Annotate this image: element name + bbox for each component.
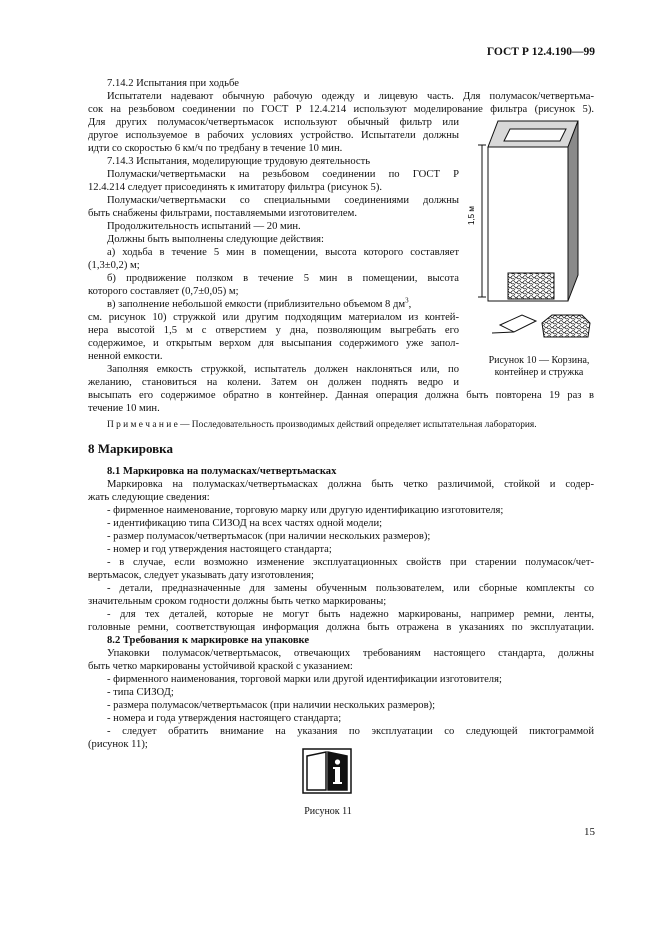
work-test-line: высыпать его содержимое обратно в контейнер. Данная операция должна быть повторена 19 раз в [88,390,594,401]
note-text: — Последовательность производимых действий определяет испытательная лаборатория. [177,420,537,430]
document-header: ГОСТ Р 12.4.190—99 [486,46,595,58]
section-8-1-line: - для тех деталей, которые не могут быть надежно маркированы, например ремни, ленты, [107,609,594,620]
work-test-line: Должны быть выполнены следующие действия: [107,234,324,245]
volume-comma: , [408,299,412,310]
container-side [568,121,578,301]
figure-10-caption [472,355,606,379]
work-test-line: содержимое, и открытым верхом для высыпания содержимого уже запол- [88,338,459,349]
section-8-2-line: - типа СИЗОД; [107,687,174,698]
container-opening [504,129,566,141]
work-test-line: 12.4.214 следует присоединять к имитатору фильтра (рисунок 5). [88,182,382,193]
note-label: П р и м е ч а н и е [107,420,178,430]
figure-10-illustration [467,115,610,345]
section-8-2-line: - следует обратить внимание на указания по эксплуатации со следующей пиктограммой [107,726,594,737]
section-8-2-line: Упаковки полумасок/четвертьмасок, отвечающих требованиям настоящего стандарта, должны [107,648,594,659]
work-test-line: (1,3±0,2) м; [88,260,140,271]
section-8-1-heading: 8.1 Маркировка на полумасках/четвертьмасках [107,466,337,477]
section-8-1-line: - фирменное наименование, торговую марку или другую идентификацию изготовителя; [107,505,504,516]
section-8-1-line: значительным сроком годности должны быть четко маркированы; [88,596,387,607]
work-test-line-volume [107,298,459,311]
work-test-line: течение 10 мин. [88,403,160,414]
section-8-1-line: - идентификацию типа СИЗОД на всех частях одной модели; [107,518,383,529]
superscript-3: 3 [405,296,409,305]
work-test-line: см. рисунок 10) стружкой или другим подходящим материалом из контей- [88,312,459,323]
section-8-2-line: (рисунок 11); [88,739,148,750]
wood-chips-pile [542,315,590,337]
work-test-line: Полумаски/четвертьмаски на резьбовом соединении по ГОСТ Р [107,169,459,180]
note [107,419,537,432]
volume-text: в) заполнение небольшой емкости (приблизительно объемом 8 дм [107,299,406,310]
work-test-line: которого составляет (0,7±0,05) м; [88,286,239,297]
section-8-2-line: - фирменного наименования, торговой марки или другой идентификации изготовителя; [107,674,502,685]
walk-test-line: сок на резьбовом соединении по ГОСТ Р 12.4.214 используют моделирование фильтра (рисунок 5). [88,104,594,115]
section-8-2-heading: 8.2 Требования к маркировке на упаковке [107,635,310,646]
work-test-heading: 7.14.3 Испытания, моделирующие трудовую деятельность [107,156,371,167]
section-8-1-line: - детали, предназначенные для замены обученным пользователем, или сборные комплекты со [107,583,594,594]
section-8-1-line: головные ремни, соответствующая информация должна быть отражена в указаниях по эксплуатации. [88,622,594,633]
walk-test-line: идти со скоростью 6 км/ч по тредбану в течение 10 мин. [88,143,343,154]
section-8-2-line: - размера полумасок/четвертьмасок (при наличии нескольких размеров); [107,700,436,711]
section-8-2-line: быть четко маркированы устойчивой краской с указанием: [88,661,353,672]
walk-test-line: Испытатели надевают обычную рабочую одежду и лицевую часть. Для полумасок/четвертьма- [107,91,594,102]
work-test-line: а) ходьба в течение 5 мин в помещении, высота которого составляет [107,247,459,258]
work-test-line: быть снабжены фильтрами, поставляемыми изготовителем. [88,208,357,219]
work-test-line: б) продвижение ползком в течение 5 мин в помещении, высота [107,273,459,284]
section-8-2-line: - номера и года утверждения настоящего стандарта; [107,713,342,724]
figure-11-caption: Рисунок 11 [304,806,352,817]
work-test-line: Заполняя емкость стружкой, испытатель должен наклоняться или, по [107,364,459,375]
section-8-1-line: - номер и год утверждения настоящего стандарта; [107,544,332,555]
height-dimension-label: 1,5 м [467,206,476,225]
basket [500,315,536,332]
work-test-line: Полумаски/четвертьмаски со специальными соединениями должны [107,195,459,206]
walk-test-line: Для других полумасок/четвертьмасок используют обычный фильтр или [88,117,459,128]
section-8-1-line: вертьмасок, следует указывать дату изготовления; [88,570,314,581]
section-8-1-line: жать следующие сведения: [88,492,210,503]
container-bottom-opening [508,273,554,299]
walk-test-line: другое используемое в рабочих условиях устройство. Испытатели должны [88,130,459,141]
walk-test-heading: 7.14.2 Испытания при ходьбе [107,78,239,89]
figure-10-caption-line2: контейнер и стружка [494,367,584,378]
work-test-line: нера высотой 1,5 м с отверстием у дна, позволяющим выгребать его [88,325,459,336]
section-8-1-line: Маркировка на полумасках/четвертьмасках должна быть четко различимой, стойкой и содер- [107,479,594,490]
page-number: 15 [584,826,595,838]
section-8-1-line: - в случае, если возможно изменение эксплуатационных свойств при старении полумасок/чет- [107,557,594,568]
section-8-1-line: - размер полумасок/четвертьмасок (при наличии нескольких размеров); [107,531,431,542]
work-test-line: ненной емкости. [88,351,163,362]
work-test-line: Продолжительность испытаний — 20 мин. [107,221,301,232]
work-test-line: желанию, становиться на колени. Затем он должен поднять ведро и [88,377,459,388]
figure-10-caption-line1: Рисунок 10 — Корзина, [488,355,590,366]
info-book-icon [302,748,352,794]
section-8-title: 8 Маркировка [88,441,173,456]
